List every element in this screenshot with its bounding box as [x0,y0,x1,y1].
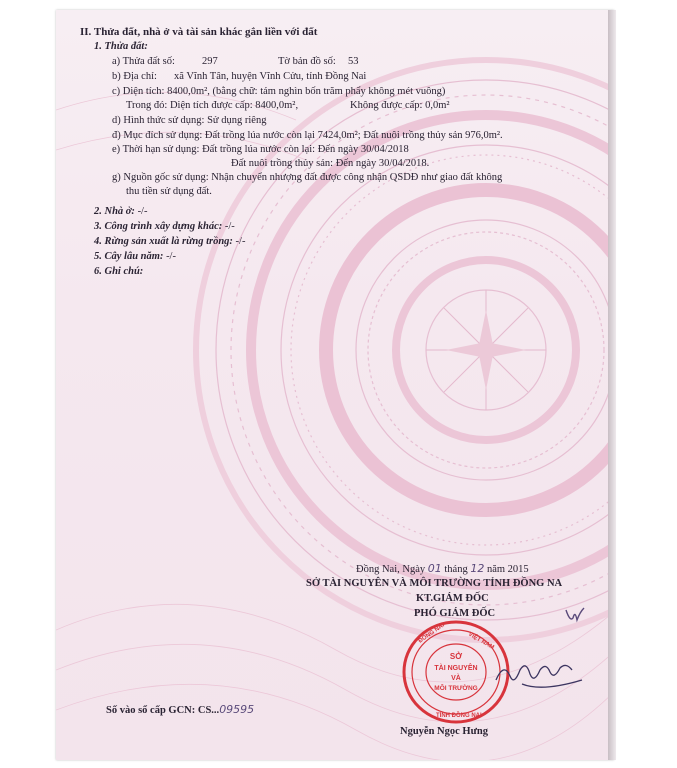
item-perennial [94,251,176,263]
usage-origin-cont: thu tiền sử dụng đất. [126,186,212,197]
usage-form: d) Hình thức sử dụng: Sử dụng riêng [112,115,267,126]
signoff-month-label: tháng [444,564,468,575]
signoff-day: 01 [427,562,442,575]
seal-line3: VÀ [451,675,461,682]
signoff-role1: KT.GIÁM ĐỐC [416,593,489,604]
seal-line2: TÀI NGUYÊN [434,665,478,672]
svg-text:ĐỒNG NAI: ĐỒNG NAI [417,622,446,645]
usage-purpose: đ) Mục đích sử dụng: Đất trồng lúa nước còn lại 7424,0m²; Đất nuôi trồng thủy sản 976,0m². [112,130,503,141]
svg-text:VIỆT NAM: VIỆT NAM [467,631,495,652]
address-label: b) Địa chỉ: [112,71,157,82]
item-notes [94,266,143,278]
official-seal [398,617,514,727]
item-house [94,206,147,218]
item-forest-label: 4. Rừng sản xuất là rừng trồng: [94,236,233,247]
area-not-granted: Không được cấp: 0,0m² [350,100,450,111]
page-edge [608,10,616,760]
address-value: xã Vĩnh Tân, huyện Vĩnh Cửu, tỉnh Đồng Nai [174,71,367,82]
svg-text:TỈNH ĐỒNG NAI: TỈNH ĐỒNG NAI [436,713,482,719]
signoff-agency: SỞ TÀI NGUYÊN VÀ MÔI TRƯỜNG TỈNH ĐỒNG NA [306,578,563,589]
land-heading: 1. Thửa đất: [94,41,148,52]
usage-term: e) Thời hạn sử dụng: Đất trồng lúa nước còn lại: Đến ngày 30/04/2018 [112,144,409,155]
item-construction-label: 3. Công trình xây dựng khác: [94,221,223,232]
item-perennial-value: -/- [166,251,176,262]
item-construction-value: -/- [224,221,235,232]
usage-origin: g) Nguồn gốc sử dụng: Nhận chuyển nhượng đất được công nhận QSDĐ như giao đất không [112,172,503,183]
item-construction [94,221,235,233]
signoff-place: Đồng Nai, Ngày [356,564,426,575]
item-perennial-label: 5. Cây lâu năm: [94,251,164,262]
signer-name: Nguyễn Ngọc Hưng [400,726,488,737]
area-line: c) Diện tích: 8400,0m², (bằng chữ: tám nghìn bốn trăm phẩy không mét vuông) [112,86,446,97]
item-forest [94,236,245,248]
parcel-number-label: a) Thửa đất số: [112,56,175,67]
area-granted: Trong đó: Diện tích được cấp: 8400,0m², [126,100,299,111]
section-title: II. Thửa đất, nhà ở và tài sản khác gắn liền với đất [80,26,318,38]
parcel-number-value: 297 [202,56,218,67]
registry-line [106,704,254,717]
handwritten-signature [492,640,592,700]
seal-line4: MÔI TRƯỜNG [434,685,478,692]
registry-label: Số vào sổ cấp GCN: CS... [106,705,220,716]
signoff-year: năm 2015 [486,564,529,575]
item-house-label: 2. Nhà ở: [94,206,135,217]
signoff-date [356,563,529,576]
registry-number: 09595 [219,703,255,716]
seal-line1: SỞ [449,652,463,661]
map-sheet-value: 53 [348,56,359,67]
usage-term-aquaculture: Đất nuôi trồng thủy sản: Đến ngày 30/04/2018. [231,158,430,169]
initial-mark [564,606,586,626]
item-forest-value: -/- [235,236,246,247]
signoff-role2: PHÓ GIÁM ĐỐC [414,608,496,619]
item-house-value: -/- [137,206,148,217]
signoff-month: 12 [470,562,485,575]
item-notes-label: 6. Ghi chú: [94,266,144,277]
certificate-page [56,10,614,760]
map-sheet-label: Tờ bản đồ số: [278,56,336,67]
